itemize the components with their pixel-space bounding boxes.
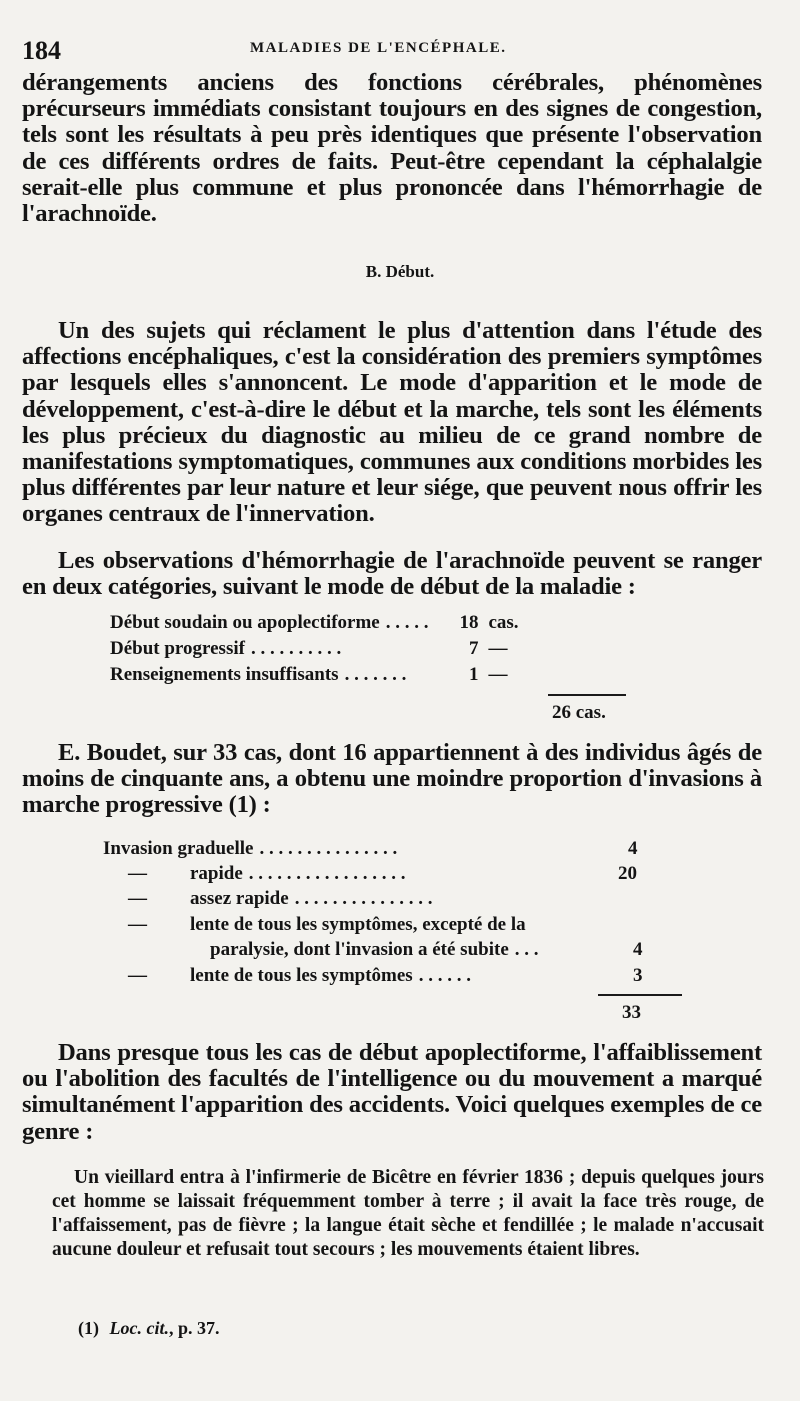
table-label: Début soudain ou apoplectiforme	[110, 612, 380, 633]
page-number: 184	[22, 36, 61, 65]
table-dots: . . . . .	[385, 612, 429, 633]
paragraph-4: E. Boudet, sur 33 cas, dont 16 appartiennent à des individus âgés de moins de cinquante ans, a obtenu une moindre proportion d'invasions à marche progressive (1) :	[22, 739, 762, 819]
table-value: 4	[628, 838, 638, 859]
table-label: lente de tous les symptômes	[190, 965, 413, 986]
table-value: 20	[618, 863, 637, 884]
table-dots: . . . . . . . . . .	[250, 638, 342, 659]
table-unit: cas.	[488, 612, 519, 633]
paragraph-6: Un vieillard entra à l'infirmerie de Bicêtre en février 1836 ; depuis quelques jours cet homme se laissait fréquemment tomber à terre ; il avait la face très rouge, de l'affaissement, pas de fièvre ; la langue était sèche et fendillée ; le malade n'accusait aucune douleur et refusait tout secours ; les mouvements étaient libres.	[52, 1167, 764, 1260]
table-unit: —	[488, 638, 508, 659]
observation-text	[52, 1166, 764, 1262]
footnote	[78, 1318, 220, 1339]
table-total	[552, 702, 606, 724]
table-dots: . . . . . . . . . . . . . . . . .	[248, 863, 406, 884]
table-dots: . . . . . .	[418, 965, 471, 986]
table-row	[190, 963, 471, 988]
footnote-marker: (1)	[78, 1318, 99, 1338]
table-dash: —	[128, 888, 147, 909]
table-label: lente de tous les symptômes, excepté de la	[190, 914, 526, 935]
table-value: 3	[633, 965, 643, 986]
table-total-rule	[598, 994, 682, 996]
footnote-ref: Loc. cit.	[109, 1318, 169, 1338]
table-label: Début progressif	[110, 638, 245, 659]
table-row	[190, 886, 432, 911]
table-total-rule	[548, 694, 626, 696]
table-dots: . . .	[514, 939, 539, 960]
paragraph-3: Les observations d'hémorrhagie de l'arachnoïde peuvent se ranger en deux catégories, suivant le mode de début de la maladie :	[22, 547, 762, 601]
debut-table	[110, 612, 519, 690]
table-row	[210, 937, 539, 962]
table-unit: —	[488, 664, 508, 685]
table-row	[110, 664, 519, 690]
table-total-value: 33	[622, 1002, 641, 1023]
table-label: rapide	[190, 863, 243, 884]
page-header	[22, 36, 760, 66]
table-row	[103, 836, 397, 861]
table-total-value: 26	[552, 702, 571, 723]
table-dots: . . . . . . . . . . . . . . .	[259, 838, 398, 859]
footnote-page: , p. 37.	[168, 1318, 220, 1338]
table-label: Invasion graduelle	[103, 838, 254, 859]
table-row	[110, 638, 519, 664]
table-dots: . . . . . . . . . . . . . . .	[294, 888, 433, 909]
table-value: 1	[468, 664, 479, 685]
section-heading: B. Début.	[365, 262, 435, 281]
table-dash: —	[128, 965, 147, 986]
table-label: paralysie, dont l'invasion a été subite	[210, 939, 509, 960]
table-label: assez rapide	[190, 888, 289, 909]
table-dots: . . . . . . .	[344, 664, 407, 685]
paragraph-1: dérangements anciens des fonctions cérébrales, phénomènes précurseurs immédiats consistant toujours en des signes de congestion, tels sont les résultats à peu près identiques que présente l'observation de ces différents ordres de faits. Peut-être cependant la céphalalgie serait-elle plus commune et plus prononcée dans l'hémorrhagie de l'arachnoïde.	[22, 69, 762, 228]
running-head: MALADIES DE L'ENCÉPHALE.	[250, 40, 507, 56]
table-row	[190, 861, 406, 886]
table-label: Renseignements insuffisants	[110, 664, 339, 685]
paragraph-2: Un des sujets qui réclament le plus d'attention dans l'étude des affections encéphaliques, c'est la considération des premiers symptômes par lesquels elles s'annoncent. Le mode d'apparition et le mode de développement, c'est-à-dire le début et la marche, tels sont les éléments les plus précieux du diagnostic au milieu de ce grand nombre de manifestations symptomatiques, communes aux conditions morbides les plus différentes par leur nature et leur siége, que peuvent nous offrir les organes centraux de l'innervation.	[22, 317, 762, 528]
table-value: 4	[633, 939, 643, 960]
table-dash: —	[128, 863, 147, 884]
paragraph-5: Dans presque tous les cas de début apoplectiforme, l'affaiblissement ou l'abolition des facultés de l'intelligence ou du mouvement a marqué simultanément l'apparition des accidents. Voici quelques exemples de ce genre :	[22, 1039, 762, 1145]
table-dash: —	[128, 914, 147, 935]
table-value: 7	[468, 638, 479, 659]
table-total-unit: cas.	[575, 702, 606, 723]
table-row	[110, 612, 519, 638]
table-value: 18	[459, 612, 479, 633]
